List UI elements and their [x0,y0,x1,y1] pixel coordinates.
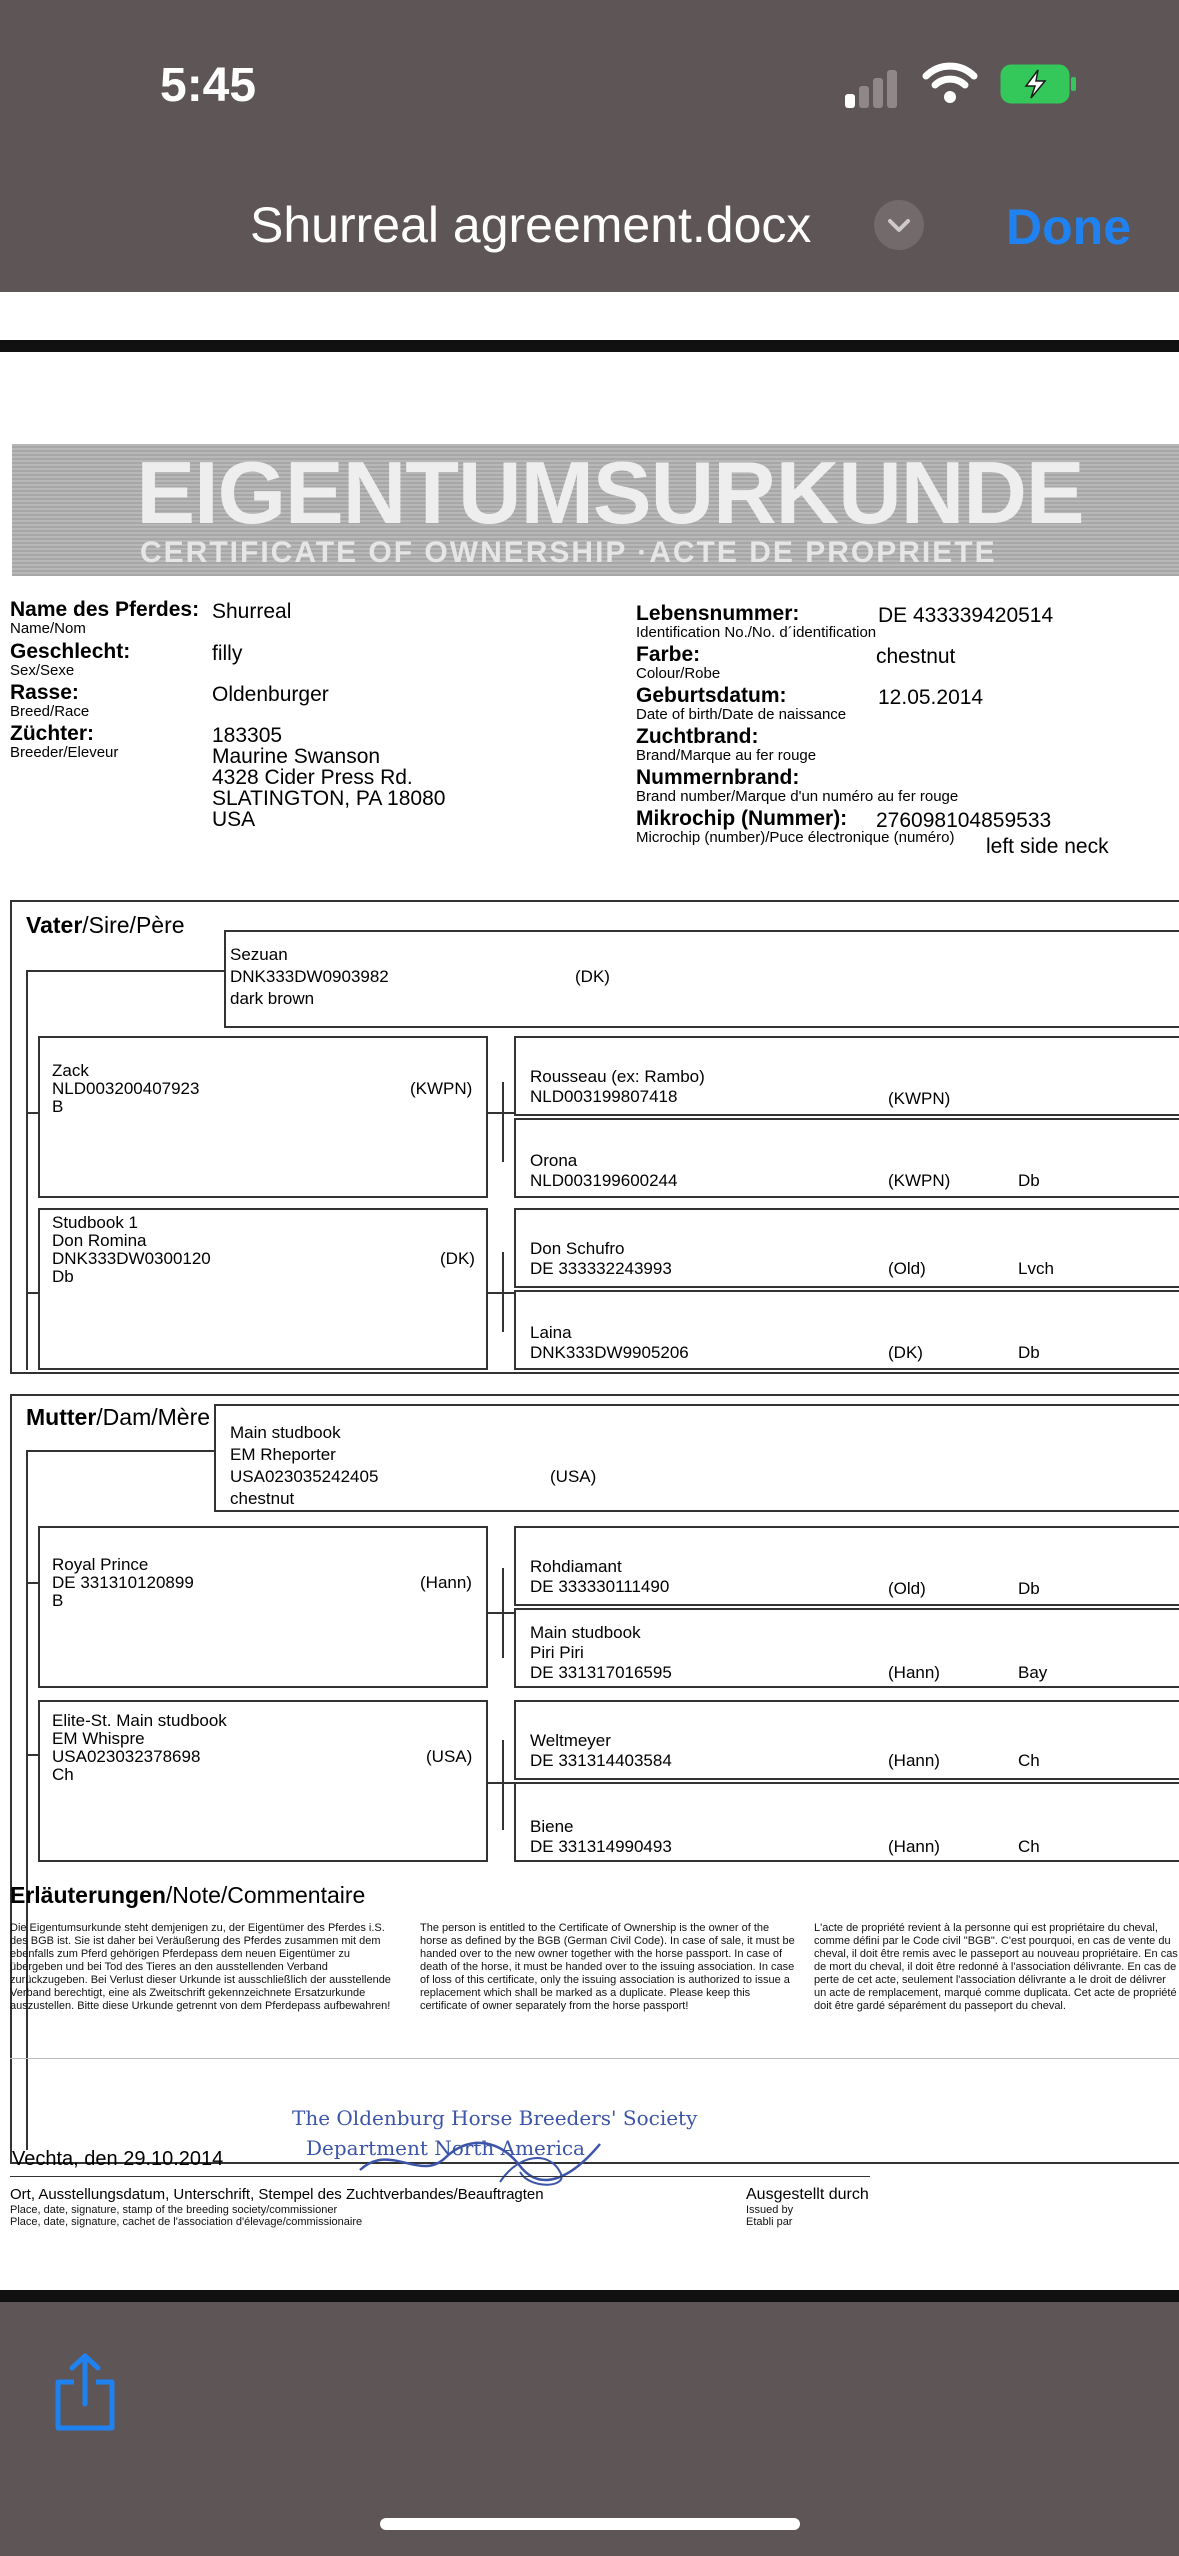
dam-studbook: Main studbook [230,1423,341,1442]
dam-colour: chestnut [230,1489,295,1508]
microchip-label: Mikrochip (Nummer): [636,807,848,830]
grandsire-name: Royal Prince [52,1555,149,1574]
ancestor-registry: (Old) [888,1579,926,1598]
ancestor-name: Laina [530,1323,572,1342]
ancestor-name: Weltmeyer [530,1731,611,1750]
grandsire-name: Zack [52,1061,89,1080]
microchip-sublabel: Microchip (number)/Puce électronique (numéro) [636,829,955,846]
status-time: 5:45 [160,59,257,112]
colour-sublabel: Colour/Robe [636,665,721,682]
breeder-address-line: USA [212,808,256,831]
ancestor-registry: (Old) [888,1259,926,1278]
ancestor-name: Rohdiamant [530,1557,622,1576]
colour-label: Farbe: [636,643,701,666]
ancestor-colour: Db [1018,1171,1040,1190]
ancestor-id: DE 333330111490 [530,1577,670,1596]
note-french: L'acte de propriété revient à la personne qui est propriétaire du cheval, comme défini par le Code civil "BGB". C'est pourquoi, en cas de vente du cheval, il doit être remis avec le passeport au nouveau propriétaire. En cas de mort du cheval, il doit être redonné à l'association délivrante. En cas de perte de cet acte, seulement l'association délivrante a le droit de délivrer un acte de remplacement, marqué comme duplicata. Cet acte de propriété doit être gardé séparément du passeport du cheval. [814,1922,1178,2012]
granddam-studbook: Elite-St. Main studbook [52,1711,227,1730]
breeder-sublabel: Breeder/Eleveur [10,744,119,761]
dam-heading: Mutter/Dam/Mère [26,1404,211,1430]
ancestor-registry: (Hann) [888,1663,940,1682]
banner-title: EIGENTUMSURKUNDE [136,443,1084,542]
sex-value: filly [212,642,243,665]
life-number-value: DE 433339420514 [878,604,1054,627]
scan-bottom-border [0,2290,1179,2302]
horse-name-value: Shurreal [212,600,292,623]
breeder-address-line: 4328 Cider Press Rd. [212,766,413,789]
ancestor-registry: (DK) [888,1343,923,1362]
ancestor-registry: (KWPN) [888,1089,951,1108]
signature-label: Ort, Ausstellungsdatum, Unterschrift, Stempel des Zuchtverbandes/Beauftragten [10,2186,544,2203]
scan-top-border [0,340,1179,352]
issue-place-date: Vechta, den 29.10.2014 [12,2148,224,2170]
grandsire-registry: (Hann) [420,1573,472,1592]
share-icon [52,2352,118,2432]
sire-colour: dark brown [230,989,315,1008]
ancestor-id: DE 331314990493 [530,1837,672,1856]
granddam-name: Don Romina [52,1231,147,1250]
breeder-number: 183305 [212,724,283,747]
note-german: Die Eigentumsurkunde steht demjenigen zu, der Eigentümer des Pferdes i.S. des BGB ist. Sie ist daher bei Veräußerung des Pferdes zusammen mit dem ebenfalls zum Pferd gehörigen Pferdepass dem neuen Eigentümer zu übergeben und bei Tod des Tieres an den ausstellenden Verband zurückzugeben. Bei Verlust dieser Urkunde ist ausschließlich der ausstellende Verband berechtigt, eine als Zweitschrift gekennzeichnete Ersatzurkunde auszustellen. Bitte diese Urkunde getrennt von dem Pferdepass aufbewahren! [10,1922,391,2012]
issued-by-sublabel-fr: Etabli par [746,2216,793,2228]
brand-number-sublabel: Brand number/Marque d'un numéro au fer rouge [636,788,959,805]
banner-subtitle: CERTIFICATE OF OWNERSHIP ·ACTE DE PROPRIETE [140,536,997,569]
ancestor-studbook: Main studbook [530,1623,641,1642]
title-menu-button[interactable] [874,200,924,250]
ancestor-colour: Db [1018,1579,1040,1598]
dam-box [214,1404,1179,1512]
ancestor-name: Piri Piri [530,1643,584,1662]
brand-label: Zuchtbrand: [636,725,759,748]
brand-sublabel: Brand/Marque au fer rouge [636,747,817,764]
cellular-signal-icon [845,68,905,108]
document-title[interactable]: Shurreal agreement.docx [250,197,812,253]
microchip-location: left side neck [986,835,1109,858]
battery-charging-icon [1000,64,1078,104]
granddam-registry: (USA) [426,1747,473,1766]
horse-name-label: Name des Pferdes: [10,598,200,621]
breeder-address-line: Maurine Swanson [212,745,381,768]
share-button[interactable] [52,2352,118,2432]
issued-by-label: Ausgestellt durch [746,2186,869,2203]
ancestor-name: Don Schufro [530,1239,625,1258]
granddam-studbook: Studbook 1 [52,1213,139,1232]
granddam-colour: Db [52,1267,74,1286]
ancestor-id: DE 331314403584 [530,1751,672,1770]
grandsire-colour: B [52,1591,64,1610]
ancestor-name: Biene [530,1817,574,1836]
ancestor-registry: (Hann) [888,1837,940,1856]
sire-grandsire-box [38,1036,488,1198]
sire-id: DNK333DW0903982 [230,967,389,986]
dam-name: EM Rheporter [230,1445,336,1464]
notes-heading: Erläuterungen/Note/Commentaire [10,1882,366,1908]
life-number-sublabel: Identification No./No. d´identification [636,624,877,641]
ancestor-id: DE 333332243993 [530,1259,672,1278]
microchip-value: 276098104859533 [876,809,1052,832]
ancestor-registry: (KWPN) [888,1171,951,1190]
signature-scribble [350,2122,610,2192]
sire-heading: Vater/Sire/Père [26,912,185,938]
wifi-icon [922,60,978,104]
document-preview[interactable] [0,292,1179,2302]
sire-name: Sezuan [230,945,288,964]
ancestor-colour: Ch [1018,1837,1040,1856]
breeder-label: Züchter: [10,722,94,745]
ancestor-colour: Ch [1018,1751,1040,1770]
ancestor-id: DE 331317016595 [530,1663,672,1682]
ancestor-id: NLD003199807418 [530,1087,678,1106]
birth-date-sublabel: Date of birth/Date de naissance [636,706,847,723]
note-english: The person is entitled to the Certificate of Ownership is the owner of the horse as defined by the BGB (German Civil Code). In case of sale, it must be handed over to the new owner together with the horse passport. In case of death of the horse, it must be handed over to the issuing association. In case of loss of this certificate, only the issuing association is authorized to issue a replacement which shall be marked as a duplicate. Please keep this certificate of owner separately from the horse passport! [420,1922,795,2012]
ancestor-id: NLD003199600244 [530,1171,678,1190]
ancestor-registry: (Hann) [888,1751,940,1770]
breed-label: Rasse: [10,681,79,704]
breeder-address-line: SLATINGTON, PA 18080 [212,787,446,810]
sire-registry: (DK) [575,967,610,986]
home-indicator[interactable] [380,2518,800,2530]
signature-sublabel-en: Place, date, signature, stamp of the breeding society/commissioner [10,2204,338,2216]
ancestor-name: Rousseau (ex: Rambo) [530,1067,705,1086]
ancestor-name: Orona [530,1151,578,1170]
granddam-id: DNK333DW0300120 [52,1249,211,1268]
grandsire-id: DE 331310120899 [52,1573,194,1592]
grandsire-id: NLD003200407923 [52,1079,200,1098]
dam-registry: (USA) [550,1467,597,1486]
birth-date-label: Geburtsdatum: [636,684,787,707]
signature-sublabel-fr: Place, date, signature, cachet de l'association d'élevage/commissionaire [10,2216,363,2228]
breed-sublabel: Breed/Race [10,703,90,720]
stamp-department: Department North America [306,2136,585,2160]
granddam-name: EM Whispre [52,1729,145,1748]
grandsire-registry: (KWPN) [410,1079,473,1098]
issued-by-sublabel-en: Issued by [746,2204,794,2216]
granddam-colour: Ch [52,1765,74,1784]
done-button[interactable]: Done [1006,199,1131,255]
brand-number-label: Nummernbrand: [636,766,800,789]
sex-label: Geschlecht: [10,640,131,663]
ancestor-colour: Db [1018,1343,1040,1362]
colour-value: chestnut [876,645,956,668]
ancestor-colour: Lvch [1018,1259,1054,1278]
ancestor-id: DNK333DW9905206 [530,1343,689,1362]
status-bar [0,0,1179,170]
life-number-label: Lebensnummer: [636,602,800,625]
breed-value: Oldenburger [212,683,329,706]
dam-grandsire-box [38,1526,488,1688]
stamp-society: The Oldenburg Horse Breeders' Society [292,2106,698,2130]
grandsire-colour: B [52,1097,64,1116]
granddam-registry: (DK) [440,1249,475,1268]
birth-date-value: 12.05.2014 [878,686,984,709]
dam-id: USA023035242405 [230,1467,379,1486]
horse-name-sublabel: Name/Nom [10,620,86,637]
chevron-down-icon [874,200,924,250]
ancestor-colour: Bay [1018,1663,1048,1682]
granddam-id: USA023032378698 [52,1747,201,1766]
sex-sublabel: Sex/Sexe [10,662,75,679]
